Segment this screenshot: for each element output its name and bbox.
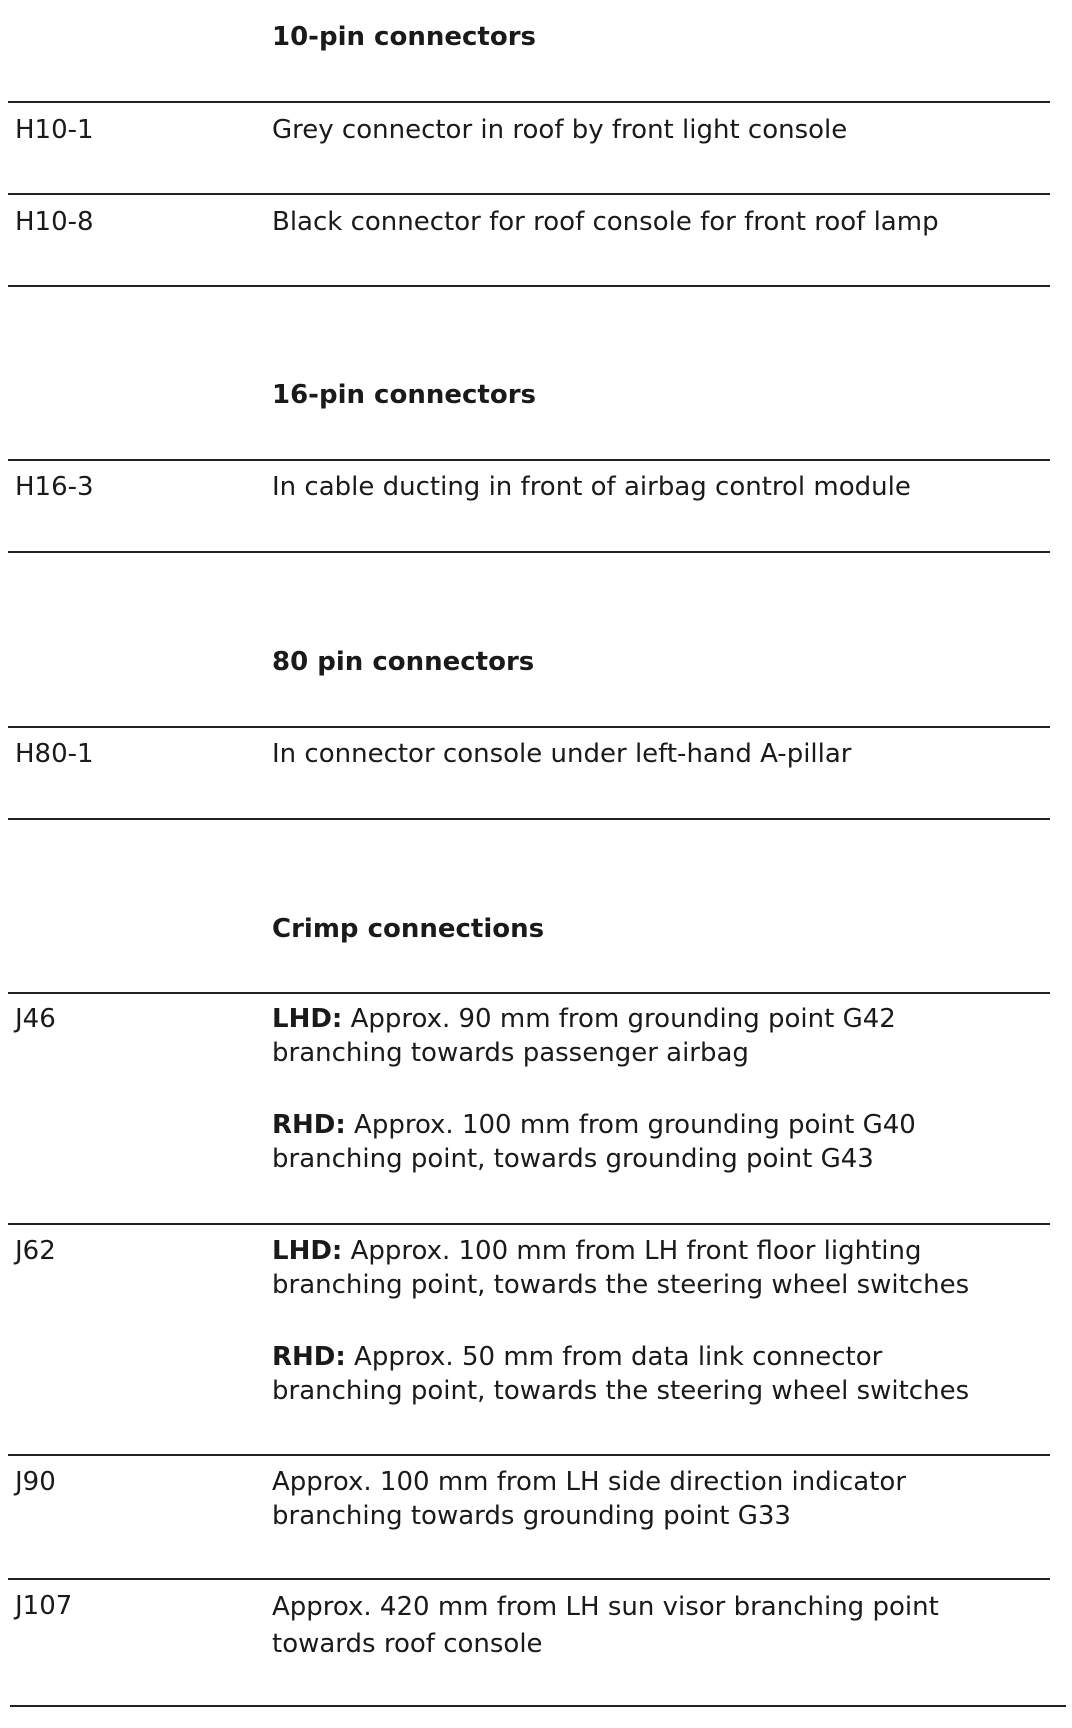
lhd-label: LHD: <box>272 1004 343 1034</box>
row-divider <box>8 101 1050 103</box>
connector-code-j90: J90 <box>15 1467 56 1497</box>
rhd-text: Approx. 50 mm from data link connector branching point, towards the steering wheel switches <box>272 1342 970 1406</box>
rhd-label: RHD: <box>272 1342 346 1372</box>
connector-code-j107: J107 <box>15 1591 73 1621</box>
connector-code-h16-3: H16-3 <box>15 472 94 502</box>
connector-description-j90: Approx. 100 mm from LH side direction indicator branching towards grounding point G33 <box>272 1467 907 1531</box>
row-divider <box>10 1705 1066 1707</box>
connector-description-j107: Approx. 420 mm from LH sun visor branching point towards roof console <box>272 1592 939 1659</box>
row-divider <box>8 1223 1050 1225</box>
connector-description-h16-3: In cable ducting in front of airbag control module <box>272 472 911 502</box>
row-divider <box>8 285 1050 287</box>
row-divider <box>8 818 1050 820</box>
connector-description-j62-lhd <box>272 1234 1052 1302</box>
connector-description-j62-rhd <box>272 1340 1052 1408</box>
row-divider <box>8 1578 1050 1580</box>
row-divider <box>8 193 1050 195</box>
section-title-80-pin: 80 pin connectors <box>272 647 535 677</box>
connector-code-j62: J62 <box>15 1236 56 1266</box>
section-title-10-pin: 10-pin connectors <box>272 22 536 52</box>
connector-description-j46-rhd <box>272 1108 1052 1176</box>
lhd-text: Approx. 100 mm from LH front floor lighting branching point, towards the steering wheel switches <box>272 1236 970 1300</box>
row-divider <box>8 551 1050 553</box>
connector-code-h10-1: H10-1 <box>15 115 94 145</box>
connector-description-h10-8: Black connector for roof console for front roof lamp <box>272 207 939 237</box>
row-divider <box>8 459 1050 461</box>
row-divider <box>8 992 1050 994</box>
lhd-label: LHD: <box>272 1236 343 1266</box>
connector-description-j46-lhd <box>272 1002 1052 1070</box>
row-divider <box>8 726 1050 728</box>
connector-code-h10-8: H10-8 <box>15 207 94 237</box>
section-title-16-pin: 16-pin connectors <box>272 380 536 410</box>
connector-description-h80-1: In connector console under left-hand A-pillar <box>272 739 852 769</box>
connector-code-j46: J46 <box>15 1004 56 1034</box>
row-divider <box>8 1454 1050 1456</box>
section-title-crimp: Crimp connections <box>272 914 545 944</box>
connector-code-h80-1: H80-1 <box>15 739 94 769</box>
rhd-label: RHD: <box>272 1110 346 1140</box>
connector-description-h10-1: Grey connector in roof by front light console <box>272 115 848 145</box>
rhd-text: Approx. 100 mm from grounding point G40 branching point, towards grounding point G43 <box>272 1110 916 1174</box>
lhd-text: Approx. 90 mm from grounding point G42 branching towards passenger airbag <box>272 1004 896 1068</box>
